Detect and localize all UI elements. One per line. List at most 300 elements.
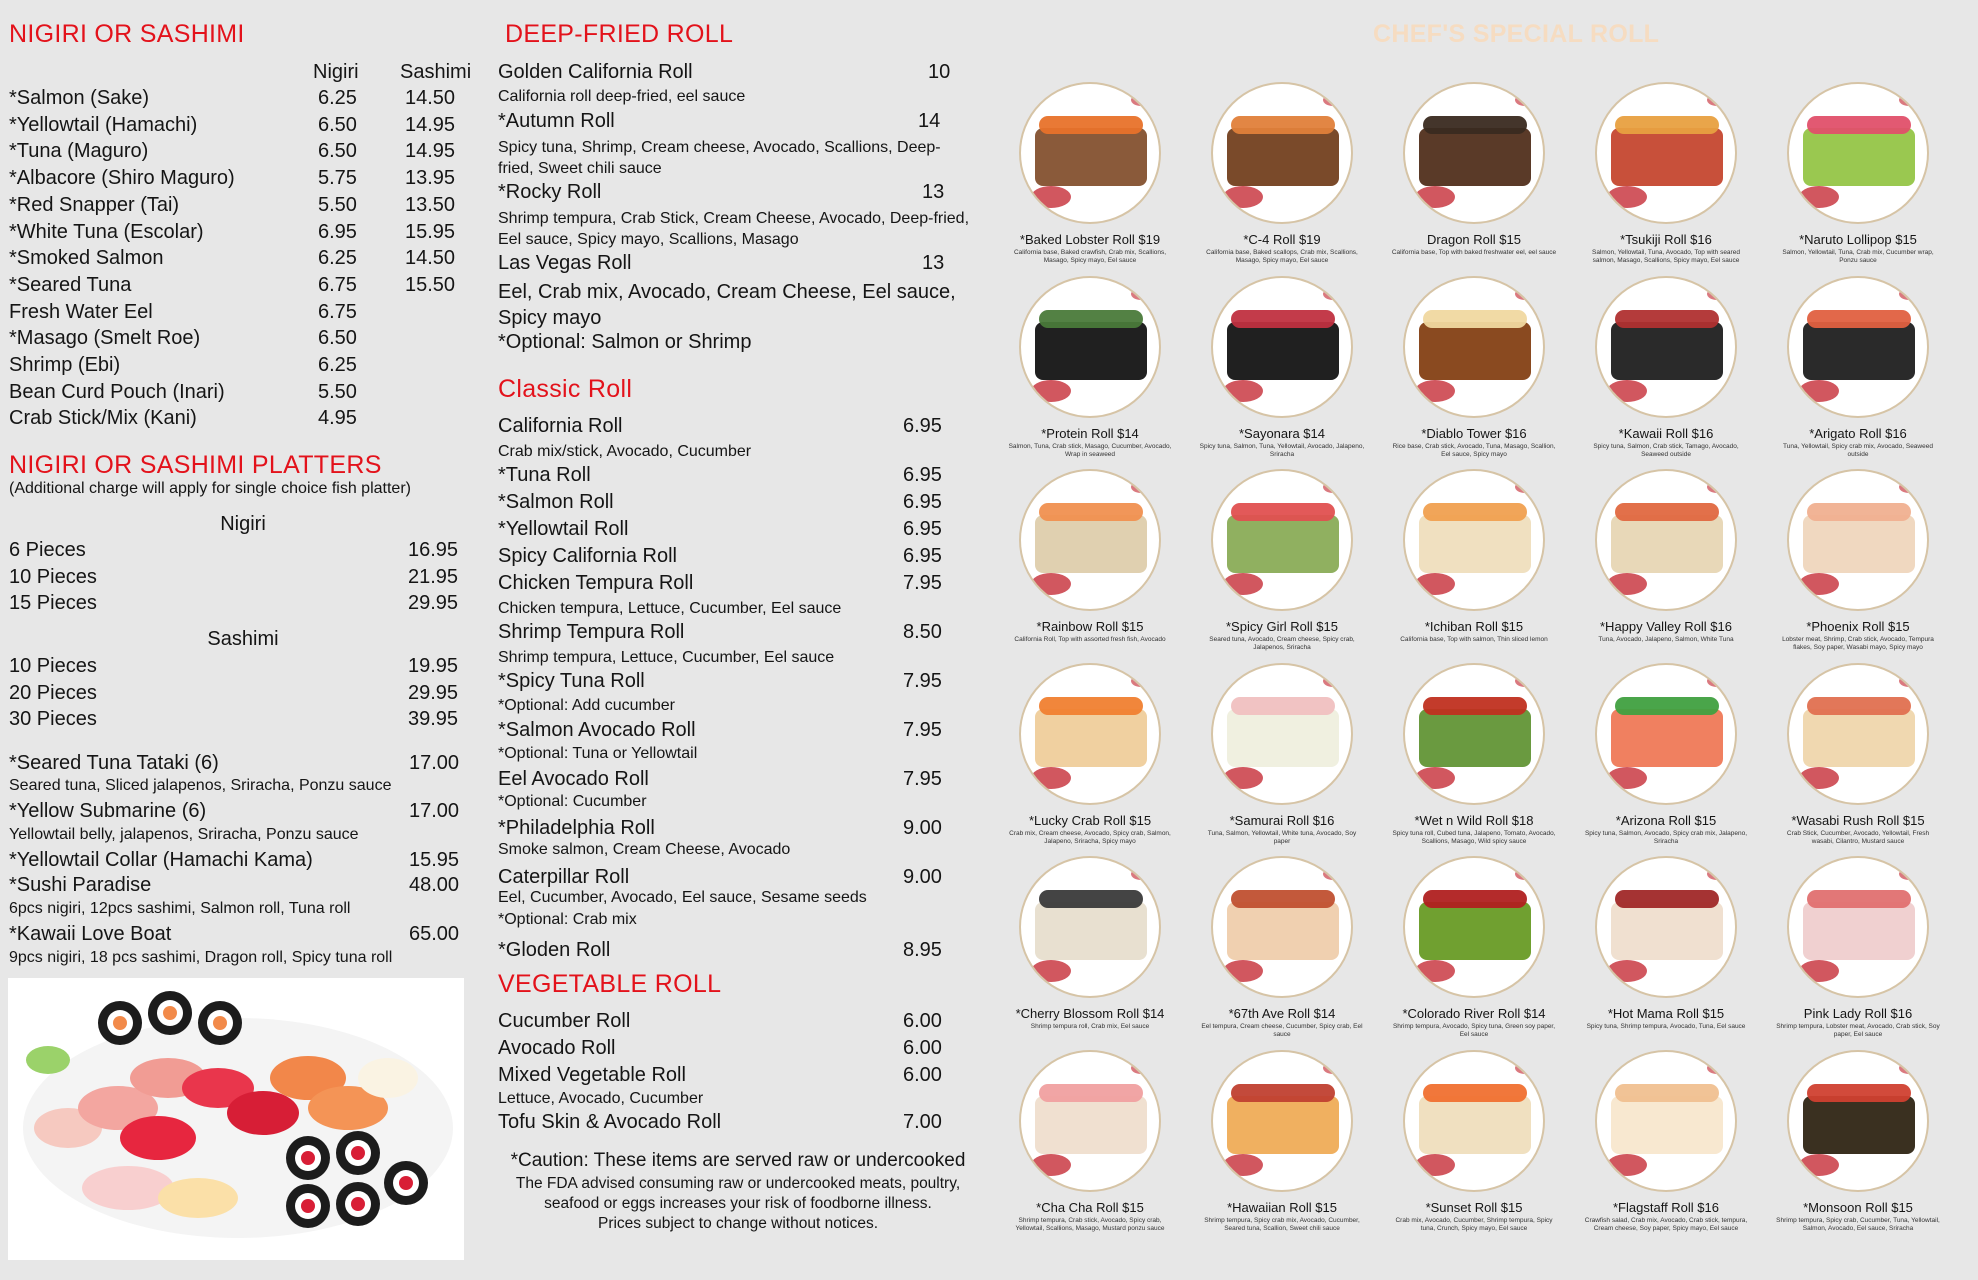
roll-shape <box>1419 1096 1531 1154</box>
section-title-deep-fried: DEEP-FRIED ROLL <box>505 20 734 48</box>
col-header-sashimi: Sashimi <box>400 61 472 83</box>
koi-decoration <box>1607 1154 1647 1176</box>
roll-shape <box>1035 128 1147 186</box>
caution-line-3: Prices subject to change without notices. <box>597 1215 878 1232</box>
item-name: 10 Pieces <box>9 655 97 677</box>
roll-topping <box>1231 1084 1335 1102</box>
roll-photo <box>1787 1050 1929 1192</box>
roll-topping <box>1423 116 1527 134</box>
koi-decoration <box>1223 186 1263 208</box>
item-price: 15.95 <box>409 849 460 871</box>
item-name: Crab Stick/Mix (Kani) <box>9 407 197 430</box>
roll-name: *Hawaiian Roll $15 <box>1227 1199 1337 1215</box>
item-description: Eel, Cucumber, Avocado, Eel sauce, Sesame seeds <box>498 889 867 906</box>
item-price: 29.95 <box>408 681 459 704</box>
roll-description: Shrimp tempura roll, Crab mix, Eel sauce <box>1030 1023 1150 1030</box>
item-price: 7.95 <box>903 670 942 692</box>
roll-description: Spicy tuna roll, Cubed tuna, Jalapeno, Tomato, Avocado, Scallions, Masago, Wild spicy sauce <box>1392 829 1556 845</box>
section-title-vegetable: VEGETABLE ROLL <box>498 970 722 998</box>
roll-shape <box>1035 515 1147 573</box>
roll-name: *Cherry Blossom Roll $14 <box>1015 1006 1165 1021</box>
koi-decoration <box>1899 94 1919 106</box>
las-vegas-optional: *Optional: Salmon or Shrimp <box>498 331 752 353</box>
koi-decoration <box>1515 288 1535 300</box>
roll-shape <box>1035 709 1147 767</box>
nigiri-price: 4.95 <box>318 407 357 430</box>
item-price: 21.95 <box>408 565 459 588</box>
caution-block <box>496 1150 980 1234</box>
nigiri-price: 6.95 <box>318 220 357 243</box>
roll-name: *Arizona Roll $15 <box>1615 812 1717 828</box>
roll-name: *Spicy Girl Roll $15 <box>1226 619 1338 634</box>
roll-topping <box>1807 1084 1911 1102</box>
item-description: 9pcs nigiri, 18 pcs sashimi, Dragon roll, Spicy tuna roll <box>9 949 393 966</box>
roll-description: Tuna, Salmon, Yellowtail, White tuna, Avocado, Soy paper <box>1207 829 1357 845</box>
roll-topping <box>1423 697 1527 715</box>
roll-shape <box>1803 128 1915 186</box>
special-roll-card <box>1379 469 1569 663</box>
item-name: Bean Curd Pouch (Inari) <box>9 380 225 403</box>
roll-name: *Baked Lobster Roll $19 <box>1019 232 1161 247</box>
roll-description: Shrimp tempura, Avocado, Spicy tuna, Green soy paper, Eel sauce <box>1392 1023 1556 1038</box>
item-price: 6.00 <box>903 1037 942 1059</box>
item-name: *Spicy Tuna Roll <box>498 670 645 692</box>
sashimi-price: 13.50 <box>405 193 456 216</box>
roll-shape <box>1803 902 1915 960</box>
item-name: *Albacore (Shiro Maguro) <box>9 167 235 190</box>
roll-description: Salmon, Yellowtail, Tuna, Crab mix, Cucumber wrap, Ponzu sauce <box>1782 249 1934 264</box>
koi-decoration <box>1131 868 1151 880</box>
item-name: *Yellowtail Collar (Hamachi Kama) <box>9 849 313 871</box>
item-name: *Red Snapper (Tai) <box>9 193 180 216</box>
roll-photo <box>1787 469 1929 611</box>
roll-photo <box>1787 82 1929 224</box>
roll-shape <box>1419 128 1531 186</box>
sashimi-price: 13.95 <box>405 167 456 190</box>
koi-decoration <box>1223 573 1263 595</box>
item-description: *Optional: Add cucumber <box>498 697 675 714</box>
item-name: *Yellowtail (Hamachi) <box>9 113 198 136</box>
item-price: 7.95 <box>903 719 942 741</box>
roll-name: *C-4 Roll $19 <box>1243 232 1321 247</box>
roll-name: *Tsukiji Roll $16 <box>1620 232 1712 247</box>
roll-topping <box>1231 310 1335 328</box>
roll-name: *Phoenix Roll $15 <box>1806 619 1910 634</box>
item-name: Mixed Vegetable Roll <box>498 1064 686 1086</box>
sushi-platter-photo <box>8 978 464 1260</box>
roll-name: *Wasabi Rush Roll $15 <box>1791 812 1925 828</box>
roll-description: Tuna, Yellowtail, Spicy crab mix, Avocado, Seaweed outside <box>1783 442 1933 458</box>
roll-name: *Protein Roll $14 <box>1041 425 1139 441</box>
roll-topping <box>1231 890 1335 908</box>
roll-description: Salmon, Tuna, Crab stick, Masago, Cucumber, Avocado, Wrap in seaweed <box>1008 442 1172 458</box>
koi-decoration <box>1223 960 1263 982</box>
koi-decoration <box>1799 186 1839 208</box>
section-title-classic: Classic Roll <box>498 375 633 403</box>
item-name: Caterpillar Roll <box>498 866 630 888</box>
roll-topping <box>1423 1084 1527 1102</box>
item-name: *Smoked Salmon <box>9 247 164 270</box>
roll-shape <box>1035 902 1147 960</box>
item-price: 6.95 <box>903 545 942 567</box>
nigiri-price: 6.50 <box>318 327 357 350</box>
roll-shape <box>1227 128 1339 186</box>
roll-topping <box>1039 1084 1143 1102</box>
roll-shape <box>1611 515 1723 573</box>
roll-photo <box>1403 1050 1545 1192</box>
roll-topping <box>1807 890 1911 908</box>
special-roll-card <box>995 82 1185 276</box>
koi-decoration <box>1323 481 1343 493</box>
special-roll-card <box>1571 276 1761 470</box>
item-name: *White Tuna (Escolar) <box>9 220 204 243</box>
item-price: 65.00 <box>409 923 460 945</box>
special-roll-card <box>1571 469 1761 663</box>
koi-decoration <box>1031 767 1071 789</box>
item-price: 9.00 <box>903 817 942 839</box>
special-roll-card <box>1571 82 1761 276</box>
item-price: 6.00 <box>903 1010 942 1032</box>
roll-photo <box>1403 82 1545 224</box>
item-price: 16.95 <box>408 539 459 561</box>
caterpillar-optional: *Optional: Crab mix <box>498 911 637 928</box>
koi-decoration <box>1607 573 1647 595</box>
nigiri-price: 6.75 <box>318 273 357 296</box>
item-name: Chicken Tempura Roll <box>498 572 694 594</box>
item-price: 6.95 <box>903 491 942 513</box>
special-roll-card <box>1571 1050 1761 1244</box>
roll-description: California base, Top with salmon, Thin sliced lemon <box>1400 636 1548 643</box>
item-price: 6.95 <box>903 518 942 540</box>
roll-description: Salmon, Yellowtail, Tuna, Avocado, Top with seared salmon, Masago, Scallions, Spicy mayo, Eel sauce <box>1592 249 1740 264</box>
caution-line-2: seafood or eggs increases your risk of foodborne illness. <box>544 1195 932 1212</box>
roll-description: Spicy tuna, Salmon, Crab stick, Tamago, Avocado, Seaweed outside <box>1593 442 1739 458</box>
roll-description: Spicy tuna, Shrimp tempura, Avocado, Tuna, Eel sauce <box>1586 1023 1746 1030</box>
item-price: 8.95 <box>903 939 942 961</box>
nigiri-price: 5.75 <box>318 167 357 190</box>
roll-photo <box>1595 469 1737 611</box>
special-roll-card <box>1379 1050 1569 1244</box>
roll-topping <box>1423 310 1527 328</box>
item-name: *Tuna (Maguro) <box>9 140 149 163</box>
special-roll-card <box>995 663 1185 857</box>
sashimi-price: 14.50 <box>405 247 456 270</box>
koi-decoration <box>1323 288 1343 300</box>
roll-description: California base, Top with baked freshwater eel, eel sauce <box>1391 249 1557 256</box>
roll-topping <box>1231 697 1335 715</box>
koi-decoration <box>1131 94 1151 106</box>
roll-photo <box>1019 663 1161 805</box>
koi-decoration <box>1799 960 1839 982</box>
item-price: 13 <box>922 252 945 274</box>
special-roll-card <box>1379 663 1569 857</box>
roll-description: Shrimp tempura, Crab stick, Avocado, Spicy crab, Yellowtail, Scallions, Masago, Mustard ponzu sauce <box>1015 1216 1165 1232</box>
item-name: Shrimp (Ebi) <box>9 354 121 376</box>
roll-photo <box>1019 82 1161 224</box>
koi-decoration <box>1515 1062 1535 1074</box>
special-roll-card <box>1763 1050 1953 1244</box>
koi-decoration <box>1223 380 1263 402</box>
item-price: 48.00 <box>409 874 460 896</box>
item-price: 17.00 <box>409 752 460 774</box>
item-name: Tofu Skin & Avocado Roll <box>498 1111 722 1133</box>
roll-description: Shrimp tempura, Lobster meat, Avocado, Crab stick, Soy paper, Eel sauce <box>1776 1023 1940 1038</box>
koi-decoration <box>1607 960 1647 982</box>
item-price: 19.95 <box>408 655 459 677</box>
special-roll-card <box>1763 276 1953 470</box>
roll-name: Dragon Roll $15 <box>1427 232 1521 247</box>
item-name: 20 Pieces <box>9 681 97 704</box>
koi-decoration <box>1223 767 1263 789</box>
roll-photo <box>1403 856 1545 998</box>
roll-topping <box>1807 116 1911 134</box>
roll-topping <box>1807 503 1911 521</box>
roll-photo <box>1019 856 1161 998</box>
item-price: 9.00 <box>903 866 942 888</box>
item-name: *Yellowtail Roll <box>498 518 629 540</box>
roll-photo <box>1403 469 1545 611</box>
platter-nigiri-heading: Nigiri <box>220 513 266 535</box>
koi-decoration <box>1131 675 1151 687</box>
roll-name: *Arigato Roll $16 <box>1809 425 1907 441</box>
special-roll-card <box>1763 469 1953 663</box>
item-price: 7.95 <box>903 572 942 594</box>
roll-shape <box>1611 902 1723 960</box>
koi-decoration <box>1323 1062 1343 1074</box>
item-description: Shrimp tempura, Crab Stick, Cream Cheese, Avocado, Deep-fried, Eel sauce, Spicy mayo, Scallions, Masago <box>498 210 970 248</box>
nigiri-price: 6.25 <box>318 247 357 270</box>
roll-name: *Flagstaff Roll $16 <box>1613 1199 1719 1215</box>
roll-name: *Naruto Lollipop $15 <box>1799 232 1917 247</box>
koi-decoration <box>1607 380 1647 402</box>
sashimi-price: 15.95 <box>405 220 456 243</box>
sashimi-price: 14.50 <box>405 87 456 109</box>
item-name: *Rocky Roll <box>498 181 602 203</box>
koi-decoration <box>1707 288 1727 300</box>
item-price: 7.00 <box>903 1111 942 1133</box>
roll-topping <box>1039 116 1143 134</box>
item-name: 10 Pieces <box>9 565 97 588</box>
item-price: 10 <box>928 61 951 83</box>
roll-topping <box>1039 697 1143 715</box>
roll-photo <box>1595 82 1737 224</box>
roll-name: *Sayonara $14 <box>1238 425 1325 441</box>
koi-decoration <box>1131 1062 1151 1074</box>
special-roll-card <box>1379 856 1569 1050</box>
nigiri-price: 6.25 <box>318 87 357 109</box>
nigiri-price: 6.75 <box>318 300 357 323</box>
koi-decoration <box>1323 868 1343 880</box>
roll-topping <box>1231 116 1335 134</box>
roll-topping <box>1615 697 1719 715</box>
item-name: Fresh Water Eel <box>9 300 153 323</box>
item-name: 15 Pieces <box>9 592 97 615</box>
item-name: *Salmon Roll <box>498 491 614 513</box>
roll-photo <box>1403 276 1545 418</box>
roll-description: California Roll, Top with assorted fresh fish, Avocado <box>1014 636 1166 643</box>
koi-decoration <box>1415 186 1455 208</box>
item-description: *Optional: Tuna or Yellowtail <box>498 745 698 762</box>
roll-name: *Diablo Tower $16 <box>1421 425 1527 441</box>
koi-decoration <box>1707 868 1727 880</box>
special-roll-card <box>1763 663 1953 857</box>
roll-topping <box>1807 697 1911 715</box>
koi-decoration <box>1899 481 1919 493</box>
koi-decoration <box>1515 675 1535 687</box>
koi-decoration <box>1031 960 1071 982</box>
item-description: Smoke salmon, Cream Cheese, Avocado <box>498 841 791 858</box>
roll-shape <box>1803 322 1915 380</box>
koi-decoration <box>1899 1062 1919 1074</box>
roll-name: *Wet n Wild Roll $18 <box>1414 812 1534 828</box>
koi-decoration <box>1707 1062 1727 1074</box>
special-roll-card <box>995 856 1185 1050</box>
roll-name: *Sunset Roll $15 <box>1425 1199 1523 1215</box>
roll-photo <box>1595 276 1737 418</box>
roll-topping <box>1615 310 1719 328</box>
roll-shape <box>1611 1096 1723 1154</box>
item-description: Spicy tuna, Shrimp, Cream cheese, Avocado, Scallions, Deep-fried, Sweet chili sauce <box>498 139 941 177</box>
roll-photo <box>1019 1050 1161 1192</box>
item-price: 6.95 <box>903 464 942 486</box>
item-name: *Gloden Roll <box>498 939 611 961</box>
koi-decoration <box>1607 767 1647 789</box>
koi-decoration <box>1415 380 1455 402</box>
item-name: 6 Pieces <box>9 539 86 561</box>
roll-name: *Hot Mama Roll $15 <box>1607 1006 1725 1021</box>
koi-decoration <box>1707 481 1727 493</box>
roll-description: California base, Baked scallops, Crab mix, Scallions, Masago, Spicy mayo, Eel sauce <box>1206 249 1358 264</box>
roll-photo <box>1787 276 1929 418</box>
item-name: Las Vegas Roll <box>498 252 632 274</box>
roll-topping <box>1423 503 1527 521</box>
roll-shape <box>1035 1096 1147 1154</box>
item-price: 17.00 <box>409 800 460 822</box>
item-name: *Masago (Smelt Roe) <box>9 327 201 350</box>
item-price: 29.95 <box>408 592 459 615</box>
roll-name: *Cha Cha Roll $15 <box>1036 1199 1144 1215</box>
roll-name: *Lucky Crab Roll $15 <box>1028 812 1152 828</box>
roll-photo <box>1211 276 1353 418</box>
roll-shape <box>1227 1096 1339 1154</box>
sashimi-price: 14.95 <box>405 140 456 163</box>
roll-name: *Ichiban Roll $15 <box>1424 619 1524 634</box>
roll-topping <box>1615 1084 1719 1102</box>
roll-topping <box>1039 890 1143 908</box>
roll-photo <box>1211 856 1353 998</box>
roll-shape <box>1803 1096 1915 1154</box>
special-roll-card <box>1571 856 1761 1050</box>
roll-description: Crawfish salad, Crab mix, Avocado, Crab stick, tempura, Cream cheese, Soy paper, Spicy mayo, Eel sauce <box>1584 1216 1748 1232</box>
koi-decoration <box>1799 573 1839 595</box>
special-roll-card <box>1187 82 1377 276</box>
section-title-chefs-special: CHEF'S SPECIAL ROLL <box>1373 20 1660 48</box>
roll-description: Tuna, Avocado, Jalapeno, Salmon, White Tuna <box>1598 636 1734 643</box>
item-price: 8.50 <box>903 621 942 643</box>
item-description: Chicken tempura, Lettuce, Cucumber, Eel sauce <box>498 600 842 617</box>
item-name: *Seared Tuna <box>9 273 132 296</box>
koi-decoration <box>1031 380 1071 402</box>
special-roll-card <box>1379 82 1569 276</box>
roll-shape <box>1227 515 1339 573</box>
item-price: 6.95 <box>903 415 942 437</box>
item-description: Crab mix/stick, Avocado, Cucumber <box>498 443 752 460</box>
item-name: Avocado Roll <box>498 1037 616 1059</box>
item-price: 7.95 <box>903 768 942 790</box>
special-roll-card <box>995 469 1185 663</box>
roll-description: Spicy tuna, Salmon, Tuna, Yellowtail, Avocado, Jalapeno, Sriracha <box>1199 442 1365 458</box>
koi-decoration <box>1223 1154 1263 1176</box>
roll-description: Rice base, Crab stick, Avocado, Tuna, Masago, Scallion, Eel sauce, Spicy mayo <box>1392 442 1556 458</box>
special-roll-card <box>1379 276 1569 470</box>
roll-name: *Monsoon Roll $15 <box>1803 1199 1913 1215</box>
roll-description: Spicy tuna, Salmon, Avocado, Spicy crab mix, Jalapeno, Sriracha <box>1584 829 1748 845</box>
special-roll-card <box>1187 856 1377 1050</box>
koi-decoration <box>1515 868 1535 880</box>
roll-topping <box>1231 503 1335 521</box>
roll-description: Crab Stick, Cucumber, Avocado, Yellowtail, Fresh wasabi, Cilantro, Mustard sauce <box>1786 829 1930 845</box>
item-name: *Salmon (Sake) <box>9 87 150 109</box>
item-description: California roll deep-fried, eel sauce <box>498 88 746 105</box>
roll-photo <box>1595 856 1737 998</box>
special-roll-card <box>1187 469 1377 663</box>
item-name: *Philadelphia Roll <box>498 817 655 839</box>
koi-decoration <box>1131 288 1151 300</box>
special-roll-card <box>995 1050 1185 1244</box>
roll-topping <box>1039 310 1143 328</box>
roll-shape <box>1419 515 1531 573</box>
item-price: 39.95 <box>408 708 459 731</box>
item-description: Eel, Crab mix, Avocado, Cream Cheese, Eel sauce, Spicy mayo <box>498 281 956 329</box>
roll-shape <box>1611 128 1723 186</box>
special-roll-card <box>995 276 1185 470</box>
roll-photo <box>1019 276 1161 418</box>
item-price: 13 <box>922 181 945 203</box>
section-title-platters: NIGIRI OR SASHIMI PLATTERS <box>9 451 382 479</box>
item-name: Shrimp Tempura Roll <box>498 621 685 643</box>
item-description: Shrimp tempura, Lettuce, Cucumber, Eel sauce <box>498 649 835 666</box>
koi-decoration <box>1031 186 1071 208</box>
caution-line-1: The FDA advised consuming raw or undercooked meats, poultry, <box>515 1175 961 1192</box>
item-name: Cucumber Roll <box>498 1010 631 1032</box>
roll-name: *Happy Valley Roll $16 <box>1600 619 1732 634</box>
platter-note: (Additional charge will apply for single choice fish platter) <box>9 480 411 497</box>
roll-shape <box>1035 322 1147 380</box>
nigiri-price: 5.50 <box>318 193 357 216</box>
special-roll-card <box>1187 663 1377 857</box>
koi-decoration <box>1707 94 1727 106</box>
koi-decoration <box>1515 94 1535 106</box>
roll-shape <box>1227 322 1339 380</box>
item-description: Lettuce, Avocado, Cucumber <box>498 1090 704 1107</box>
roll-name: *Samurai Roll $16 <box>1229 812 1335 828</box>
roll-description: Shrimp tempura, Spicy crab mix, Avocado, Cucumber, Seared tuna, Scallion, Sweet chili sauce <box>1204 1216 1360 1232</box>
roll-description: Lobster meat, Shrimp, Crab stick, Avocado, Tempura flakes, Soy paper, Wasabi mayo, Spicy mayo <box>1782 636 1934 651</box>
roll-shape <box>1419 709 1531 767</box>
special-roll-card <box>1187 276 1377 470</box>
roll-description: California base, Baked crawfish, Crab mix, Scallions, Masago, Spicy mayo, Eel sauce <box>1013 249 1167 264</box>
item-description: Yellowtail belly, jalapenos, Sriracha, Ponzu sauce <box>9 826 359 843</box>
koi-decoration <box>1899 288 1919 300</box>
koi-decoration <box>1131 481 1151 493</box>
koi-decoration <box>1031 1154 1071 1176</box>
roll-shape <box>1611 322 1723 380</box>
item-name: Spicy California Roll <box>498 545 677 567</box>
special-roll-card <box>1187 1050 1377 1244</box>
nigiri-price: 6.50 <box>318 113 357 136</box>
section-title-nigiri-sashimi: NIGIRI OR SASHIMI <box>9 20 245 48</box>
item-name: *Salmon Avocado Roll <box>498 719 696 741</box>
